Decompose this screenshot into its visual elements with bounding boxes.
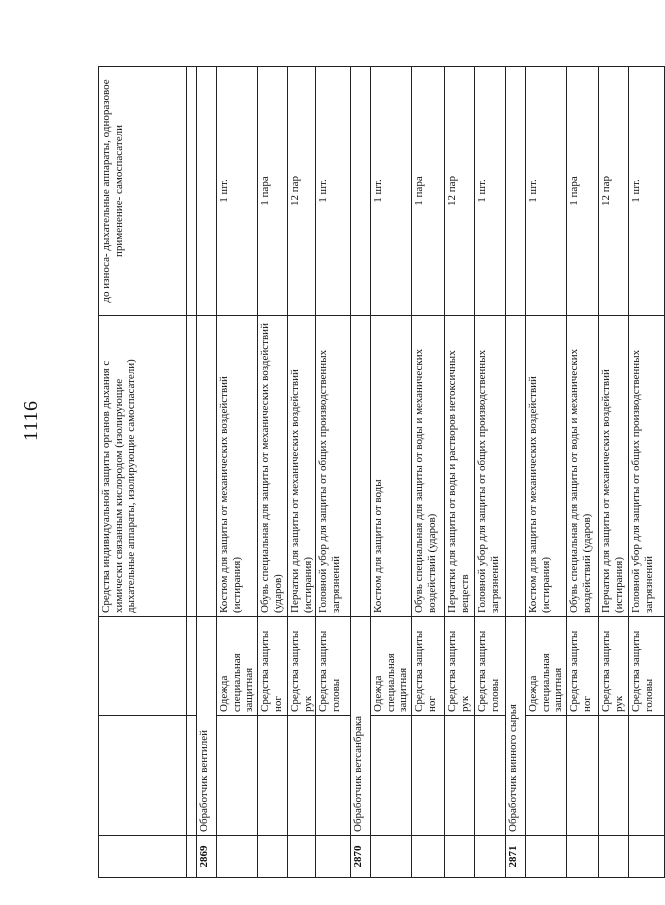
profession-title: Обработчик ветсанбрака [351,617,371,836]
item-quantity: 12 пар [599,67,629,316]
cell-empty [629,716,665,836]
table-row [257,67,287,878]
cell-empty [567,836,599,878]
cell-empty [197,316,217,617]
item-description: Головной убор для защиты от общих производственных загрязнений [475,316,506,617]
item-description: Головной убор для защиты от общих производственных загрязнений [316,316,351,617]
cell-empty [475,836,506,878]
item-quantity: 1 пара [567,67,599,316]
page-number: 1116 [20,400,42,441]
profession-title: Обработчик вентилей [197,617,217,836]
cell-empty [445,836,475,878]
table-row [316,67,351,878]
cell-empty [217,716,258,836]
ppe-type: Средства защиты рук [445,617,475,716]
cell-empty [629,836,665,878]
cell-empty [412,836,445,878]
cell-empty [99,716,187,836]
cell-empty [599,716,629,836]
cell-empty [99,617,187,716]
ppe-type: Средства защиты рук [599,617,629,716]
table-row [567,67,599,878]
cell-empty [197,67,217,316]
cell-empty [257,836,287,878]
cell-empty [351,67,371,316]
item-quantity: 1 пара [412,67,445,316]
cell-empty [187,67,197,316]
cell-empty [187,836,197,878]
cell-empty [287,836,315,878]
cell-empty [371,716,412,836]
profession-title: Обработчик винного сырья [506,617,526,836]
ppe-type: Одежда специальная защитная [526,617,567,716]
ppe-type: Средства защиты ног [567,617,599,716]
cell-empty [187,617,197,716]
item-quantity: 1 пара [257,67,287,316]
table-row [412,67,445,878]
ppe-norms-table [98,66,665,878]
cell-empty [187,716,197,836]
item-quantity: 1 шт. [475,67,506,316]
ppe-type: Средства защиты рук [287,617,315,716]
cell-empty [257,716,287,836]
cell-empty [567,716,599,836]
item-description: Костюм для защиты от воды [371,316,412,617]
item-description: Перчатки для защиты от механических воздействий (истирания) [287,316,315,617]
cell-empty [371,836,412,878]
cell-empty [187,316,197,617]
table-row-profession [351,67,371,878]
item-description: Перчатки для защиты от воды и растворов нетоксичных веществ [445,316,475,617]
cell-empty [99,836,187,878]
table-row [475,67,506,878]
item-description: Головной убор для защиты от общих производственных загрязнений [629,316,665,617]
item-quantity: 1 шт. [217,67,258,316]
cell-empty [445,716,475,836]
table-row [371,67,412,878]
cell-empty [599,836,629,878]
ppe-type: Средства защиты головы [475,617,506,716]
profession-number: 2869 [197,836,217,878]
table-row-profession [506,67,526,878]
cell-empty [475,716,506,836]
cell-empty [287,716,315,836]
item-description: Костюм для защиты от механических воздействий (истирания) [217,316,258,617]
ppe-type: Средства защиты головы [316,617,351,716]
table-row [217,67,258,878]
item-quantity: 12 пар [445,67,475,316]
cell-empty [217,836,258,878]
profession-number: 2870 [351,836,371,878]
item-description: Обувь специальная для защиты от механических воздействий (ударов) [257,316,287,617]
cell-empty [506,316,526,617]
cell-empty [316,836,351,878]
item-quantity: 1 шт. [629,67,665,316]
item-description: Средства индивидуальной защиты органов дыхания с химически связанным кислородом (изолирующие дыхательные аппараты, изолирующие самоспасатели) [99,316,187,617]
cell-empty [351,316,371,617]
table-row [599,67,629,878]
item-quantity: 1 шт. [316,67,351,316]
cell-empty [412,716,445,836]
item-description: Перчатки для защиты от механических воздействий (истирания) [599,316,629,617]
item-description: Обувь специальная для защиты от воды и механических воздействий (ударов) [412,316,445,617]
item-quantity: 1 шт. [371,67,412,316]
cell-empty [506,67,526,316]
profession-number: 2871 [506,836,526,878]
table-row [287,67,315,878]
cell-empty [526,836,567,878]
table-row-profession [197,67,217,878]
item-description: Обувь специальная для защиты от воды и механических воздействий (ударов) [567,316,599,617]
ppe-type: Средства защиты ног [412,617,445,716]
ppe-type: Средства защиты ног [257,617,287,716]
ppe-type: Одежда специальная защитная [371,617,412,716]
table-row-continuation [99,67,187,878]
table-row-blank [187,67,197,878]
item-quantity: до износа- дыхательные аппараты, одноразовое применение- самоспасатели [99,67,187,316]
item-quantity: 1 шт. [526,67,567,316]
cell-empty [526,716,567,836]
item-description: Костюм для защиты от механических воздействий (истирания) [526,316,567,617]
cell-empty [316,716,351,836]
rotated-table-wrapper [98,67,655,878]
item-quantity: 12 пар [287,67,315,316]
ppe-type: Одежда специальная защитная [217,617,258,716]
ppe-type: Средства защиты головы [629,617,665,716]
table-row [445,67,475,878]
table-row [526,67,567,878]
table-row [629,67,665,878]
